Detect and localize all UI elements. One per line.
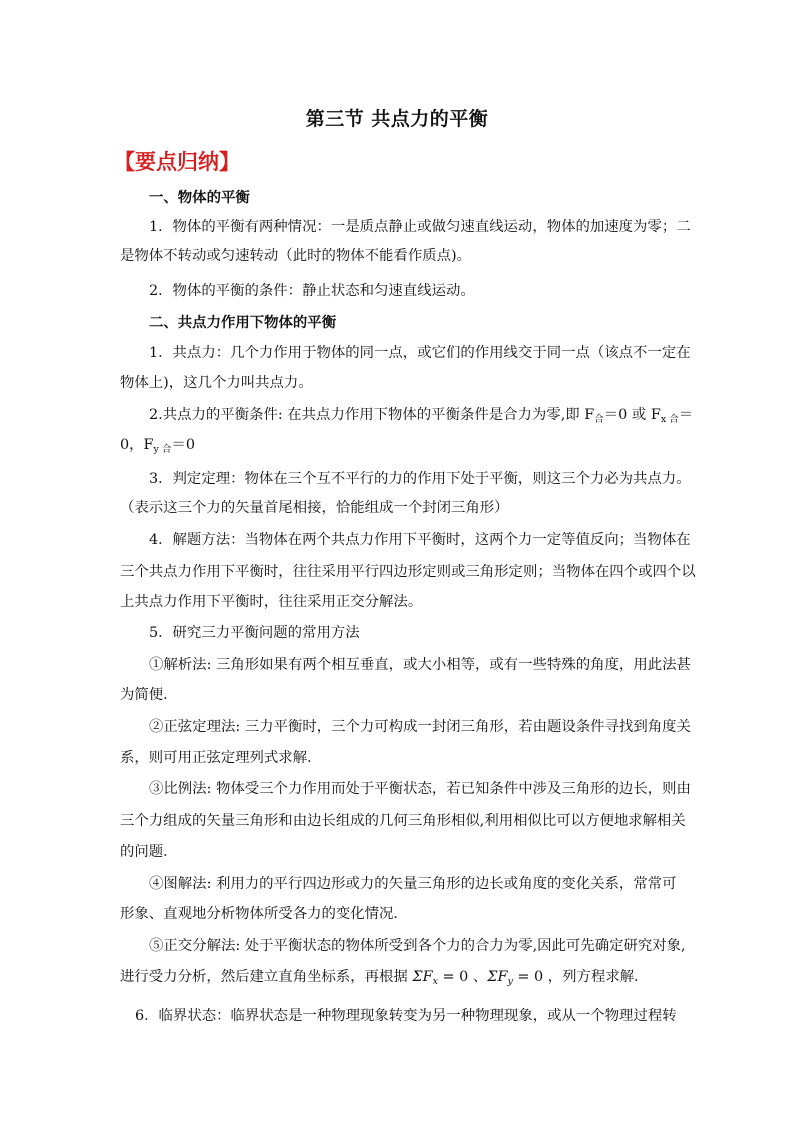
paragraph-line: [120, 435, 680, 460]
paragraph-line: [120, 967, 680, 992]
paragraph-line: 物体上)，这几个力叫共点力。: [120, 375, 313, 391]
paragraph-line: 三个力组成的矢量三角形和由边长组成的几何三角形相似,利用相似比可以方便地求解相关: [120, 813, 686, 829]
paragraph-line: ④图解法: 利用力的平行四边形或力的矢量三角形的边长或角度的变化关系，常常可: [149, 876, 677, 892]
subscript: x 合: [660, 414, 679, 425]
heading-concurrent-forces: 二、共点力作用下物体的平衡: [149, 314, 337, 331]
formula-equals: = 0: [512, 969, 544, 985]
formula-sum-fy: ΣF: [487, 969, 508, 985]
text-run: 2.共点力的平衡条件: 在共点力作用下物体的平衡条件是合力为零,即 F: [149, 407, 595, 423]
text-run: ＝0 或 F: [603, 407, 661, 423]
text-run: 、: [468, 969, 488, 985]
paragraph-line: 5．研究三力平衡问题的常用方法: [149, 625, 360, 641]
text-run: 0，F: [120, 437, 154, 453]
paragraph-line: ③比例法: 物体受三个力作用而处于平衡状态，若已知条件中涉及三角形的边长，则由: [149, 781, 691, 797]
paragraph-line: 4．解题方法：当物体在两个共点力作用下平衡时，这两个力一定等值反向；当物体在: [149, 532, 691, 548]
paragraph-line: 系，则可用正弦定理列式求解．: [120, 750, 322, 766]
paragraph-line: 的问题．: [120, 844, 178, 860]
subscript: y 合: [153, 444, 172, 455]
formula-sum-fx: ΣF: [412, 969, 433, 985]
formula-equals: = 0: [437, 969, 469, 985]
paragraph-line: 3．判定定理：物体在三个互不平行的力的作用下处于平衡，则这三个力必为共点力。: [149, 471, 691, 487]
paragraph-line: 2．物体的平衡的条件：静止状态和匀速直线运动。: [149, 283, 475, 299]
paragraph-line: 是物体不转动或匀速转动（此时的物体不能看作质点)。: [120, 248, 471, 264]
paragraph-line: 6．临界状态：临界状态是一种物理现象转变为另一种物理现象，或从一个物理过程转: [135, 1008, 677, 1024]
paragraph-line: ②正弦定理法: 三力平衡时，三个力可构成一封闭三角形，若由题设条件寻找到角度关: [149, 719, 691, 735]
paragraph-line: 1．共点力：几个力作用于物体的同一点，或它们的作用线交于同一点（该点不一定在: [149, 345, 691, 361]
text-run: 进行受力分析，然后建立直角坐标系，再根据: [120, 969, 413, 985]
subscript: y: [507, 976, 513, 987]
heading-object-equilibrium: 一、物体的平衡: [149, 189, 250, 206]
text-run: ，列方程求解．: [543, 969, 649, 985]
paragraph-line: （表示这三个力的矢量首尾相接，恰能组成一个封闭三角形）: [120, 500, 509, 516]
subscript: 合: [594, 414, 604, 425]
paragraph-line: 为简便．: [120, 687, 178, 703]
subscript: x: [432, 976, 438, 987]
page-title: 第三节 共点力的平衡: [305, 108, 489, 130]
paragraph-line: 1．物体的平衡有两种情况：一是质点静止或做匀速直线运动，物体的加速度为零；二: [149, 219, 691, 235]
paragraph-line: [149, 405, 694, 430]
paragraph-line: ①解析法: 三角形如果有两个相互垂直，或大小相等，或有一些特殊的角度，用此法甚: [149, 657, 691, 673]
text-run: ＝: [678, 407, 694, 423]
text-run: ＝0: [171, 437, 195, 453]
paragraph-line: 上共点力作用下平衡时，往往采用正交分解法。: [120, 594, 423, 610]
paragraph-line: ⑤正交分解法: 处于平衡状态的物体所受到各个力的合力为零,因此可先确定研究对象,: [149, 938, 686, 954]
section-tag: 【要点归纳】: [114, 149, 240, 174]
paragraph-line: 形象、直观地分析物体所受各力的变化情况．: [120, 906, 408, 922]
paragraph-line: 三个共点力作用下平衡时，往往采用平行四边形定则或三角形定则；当物体在四个或四个以: [120, 564, 696, 580]
